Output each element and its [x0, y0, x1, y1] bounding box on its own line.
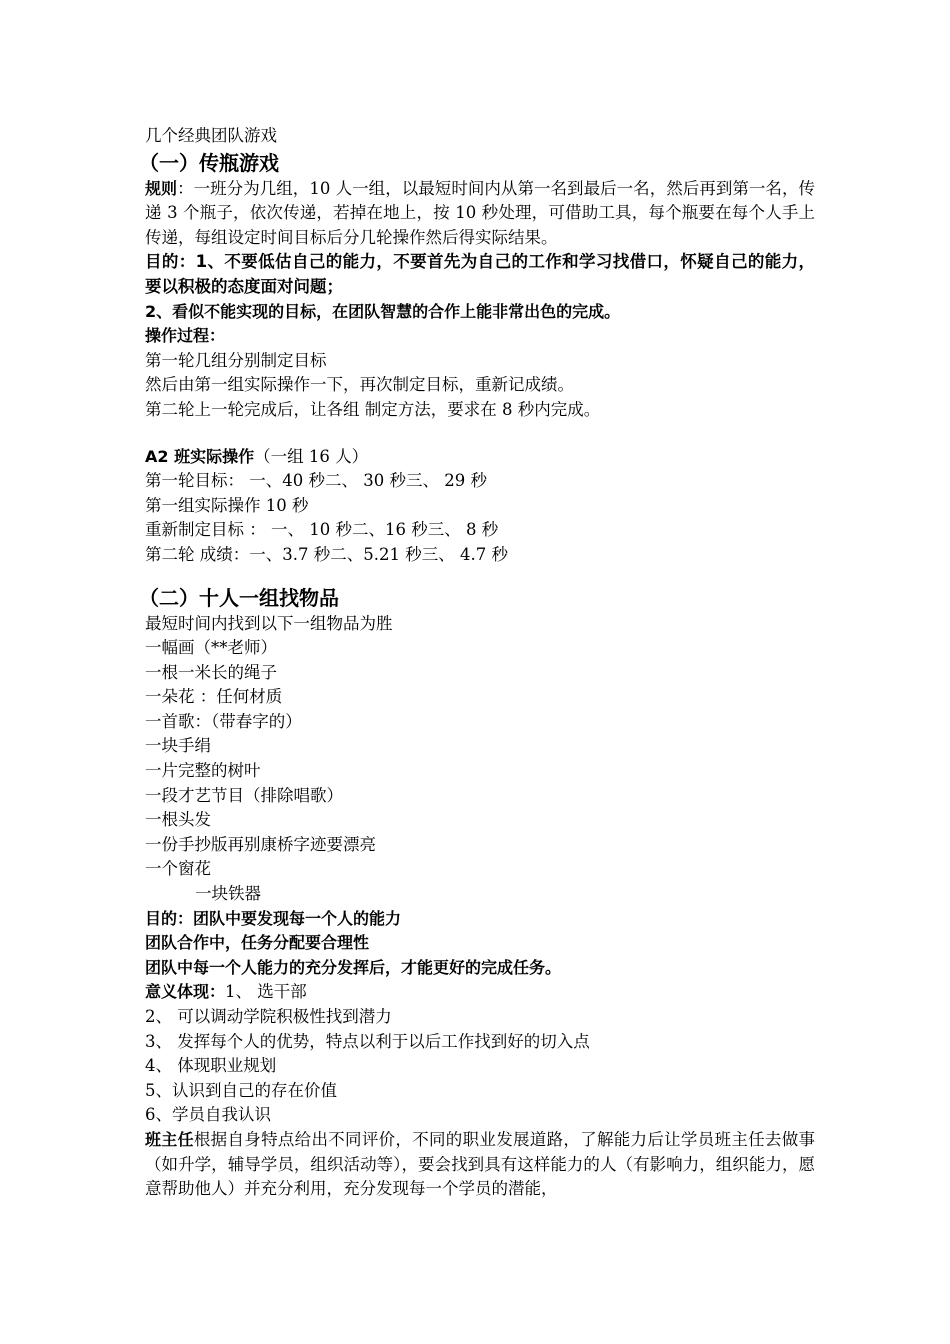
meaning-heading [145, 980, 815, 1005]
section-2-heading: （二）十人一组找物品 [139, 585, 339, 610]
teacher-paragraph [145, 1128, 815, 1202]
meaning-line: 2、 可以调动学院积极性找到潜力 [145, 1007, 392, 1026]
purpose-line: 团队合作中，任务分配要合理性 [145, 933, 370, 953]
spacer [145, 423, 815, 445]
item-line: 一片完整的树叶 [145, 761, 261, 781]
item-line: 一根头发 [145, 810, 211, 830]
a2-note: （一组 16 人） [254, 446, 369, 466]
document-title: 几个经典团队游戏 [145, 126, 277, 145]
item-line-indented: 一块铁器 [195, 884, 261, 904]
purpose-2: 2、看似不能实现的目标，在团队智慧的合作上能非常出色的完成。 [145, 301, 621, 321]
item-line: 一幅画（**老师） [145, 638, 277, 658]
item-line: 一份手抄版再别康桥字迹要漂亮 [145, 834, 376, 854]
item-line: 一块手绢 [145, 736, 211, 756]
process-label: 操作过程： [145, 326, 226, 346]
a2-line: 第一组实际操作 10 秒 [145, 495, 309, 515]
document-page [139, 124, 815, 1202]
purpose-line: 目的：团队中要发现每一个人的能力 [145, 908, 402, 928]
meaning-line: 6、学员自我认识 [145, 1105, 271, 1125]
item-line: 一段才艺节目（排除唱歌） [145, 785, 343, 805]
item-line: 一朵花 ：任何材质 [145, 687, 283, 707]
process-step: 第一轮几组分别制定目标 [145, 350, 327, 370]
item-line: 一首歌：（带春字的） [145, 711, 302, 731]
a2-label: A2 班实际操作 [145, 446, 255, 466]
meaning-first: 1、 选干部 [225, 982, 307, 1002]
rule-label: 规则 [145, 178, 178, 198]
a2-heading [145, 445, 815, 470]
section-1-heading: （一）传瓶游戏 [139, 150, 279, 175]
teacher-text: 根据自身特点给出不同评价，不同的职业发展道路，了解能力后让学员班主任去做事（如升学，辅导学员，组织活动等），要会找到具有这样能力的人（有影响力，组织能力，愿意帮助他人）并充分利用，充分发现每一个学员的潜能， [145, 1129, 815, 1199]
section-1-rule [145, 177, 815, 251]
meaning-line: 4、 体现职业规划 [145, 1056, 277, 1076]
process-step: 然后由第一组实际操作一下，再次制定目标，重新记成绩。 [145, 375, 574, 395]
section-2-intro: 最短时间内找到以下一组物品为胜 [145, 613, 393, 633]
rule-text: ：一班分为几组，10 人一组，以最短时间内从第一名到最后一名，然后再到第一名，传递 3 个瓶子，依次传递，若掉在地上，按 10 秒处理，可借助工具，每个瓶要在每个人手上传递，每组设定时间目标后分几轮操作然后得实际结果。 [145, 178, 815, 247]
spacer [145, 568, 815, 584]
a2-line: 重新制定目标 ： 一、 10 秒二、16 秒三、 8 秒 [145, 520, 499, 540]
item-line: 一个窗花 [145, 859, 211, 879]
meaning-line: 3、 发挥每个人的优势，特点以利于以后工作找到好的切入点 [145, 1031, 590, 1051]
meaning-line: 5、认识到自己的存在价值 [145, 1080, 337, 1100]
process-step: 第二轮上一轮完成后，让各组 制定方法，要求在 8 秒内完成。 [145, 399, 601, 419]
a2-line: 第二轮 成绩：一、3.7 秒二、5.21 秒三、 4.7 秒 [145, 544, 508, 564]
meaning-label: 意义体现： [145, 982, 226, 1002]
teacher-label: 班主任 [145, 1129, 194, 1149]
purpose-1: 目的：1、不要低估自己的能力，不要首先为自己的工作和学习找借口，怀疑自己的能力，要以积极的态度面对问题； [145, 252, 815, 296]
a2-line: 第一轮目标： 一、40 秒二、 30 秒三、 29 秒 [145, 471, 487, 491]
purpose-line: 团队中每一个人能力的充分发挥后，才能更好的完成任务。 [145, 957, 562, 977]
item-line: 一根一米长的绳子 [145, 662, 277, 682]
